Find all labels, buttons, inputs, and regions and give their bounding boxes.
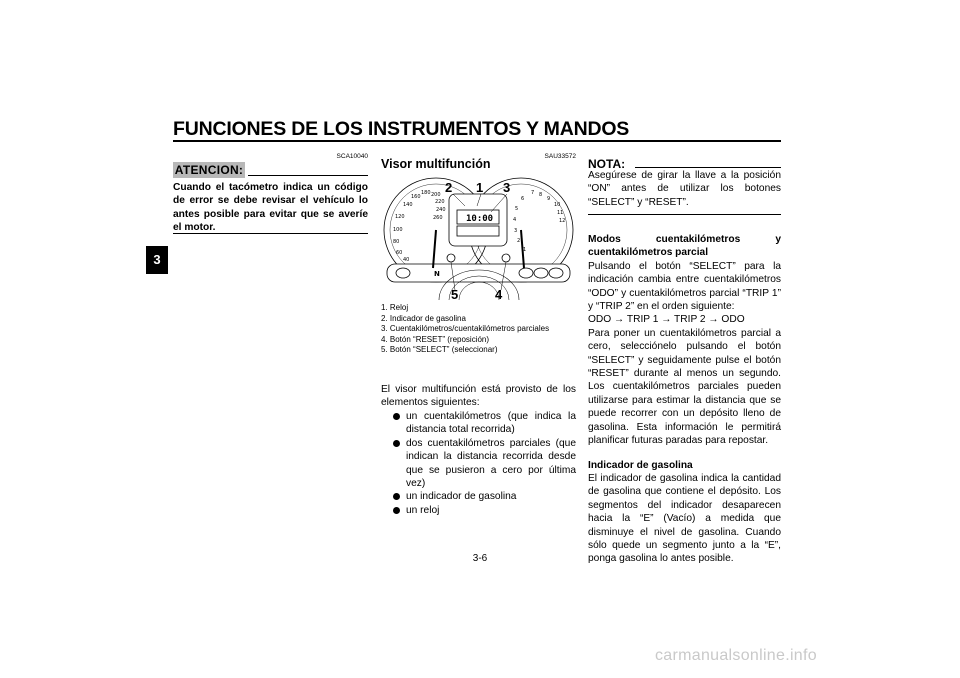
chapter-tab[interactable]: 3 — [146, 246, 168, 274]
svg-text:260: 260 — [433, 215, 443, 221]
svg-text:3: 3 — [514, 228, 518, 234]
list-item-text: un indicador de gasolina — [406, 491, 517, 503]
callout-5: 5 — [451, 287, 459, 300]
svg-text:60: 60 — [396, 250, 403, 256]
callout-1: 1 — [476, 180, 484, 195]
nota-end-rule — [588, 214, 781, 215]
svg-text:11: 11 — [557, 210, 564, 216]
svg-text:240: 240 — [436, 207, 446, 213]
nota-rule — [635, 167, 781, 168]
list-item-text: un reloj — [406, 504, 440, 516]
svg-text:6: 6 — [521, 196, 525, 202]
svg-text:12: 12 — [559, 218, 566, 224]
svg-text:180: 180 — [421, 190, 431, 196]
caption-item: 4. Botón “RESET” (reposición) — [381, 334, 490, 344]
callout-2: 2 — [445, 180, 453, 195]
page-title: FUNCIONES DE LOS INSTRUMENTOS Y MANDOS — [173, 118, 630, 140]
svg-text:200: 200 — [431, 192, 441, 198]
list-item — [381, 437, 576, 491]
watermark: carmanualsonline.info — [655, 647, 817, 664]
svg-text:5: 5 — [515, 206, 519, 212]
nota-text: Asegúrese de girar la llave a la posición “ON” antes de utilizar los botones “SELECT” y “RESET”. — [588, 170, 781, 208]
list-item-text: dos cuentakilómetros parciales (que indican la distancia recorrida desde que se pusieron a cero por última vez) — [406, 437, 576, 490]
svg-text:9: 9 — [547, 196, 551, 202]
svg-text:80: 80 — [393, 239, 400, 245]
caption-item: 2. Indicador de gasolina — [381, 313, 466, 323]
bullet-icon — [393, 493, 400, 500]
svg-text:7: 7 — [531, 190, 535, 196]
neutral-indicator-icon: N — [434, 270, 440, 278]
svg-text:10: 10 — [554, 202, 561, 208]
svg-text:1: 1 — [523, 247, 527, 253]
svg-text:140: 140 — [403, 202, 413, 208]
svg-text:120: 120 — [395, 214, 405, 220]
svg-text:8: 8 — [539, 192, 543, 198]
right-column-body — [588, 233, 781, 566]
instrument-panel-figure — [381, 176, 576, 300]
bullet-icon — [393, 413, 400, 420]
caption-item: 5. Botón “SELECT” (seleccionar) — [381, 345, 498, 354]
nota-label: NOTA: — [588, 157, 626, 171]
bullet-icon — [393, 440, 400, 447]
svg-text:4: 4 — [513, 217, 517, 223]
section-heading: Visor multifunción — [381, 157, 491, 171]
intro-text: El visor multifunción está provisto de los elementos siguientes: — [381, 384, 576, 409]
callout-3: 3 — [503, 180, 511, 195]
reference-code: SAU33572 — [544, 153, 576, 160]
fuel-text: El indicador de gasolina indica la cantidad de gasolina que contiene el depósito. Los segmentos del indicador desaparecen hacia la “E” (Vacío) a medida que disminuye el nivel de gasolina. Cuando sólo quede un segmento junto a la “E”, ponga gasolina lo antes posible. — [588, 472, 781, 565]
reference-code: SCA10040 — [336, 153, 368, 160]
reset-text: Para poner un cuentakilómetros parcial a cero, selecciónelo pulsando el botón “SELECT” y seguidamente pulse el botón “RESET” durante al menos un segundo. Los cuentakilómetros parciales pueden utilizarse para estimar la distancia que se puede recorrer con un depósito lleno de gasolina. Esta información le permitirá planificar futuras paradas para repostar. — [588, 327, 781, 447]
atencion-rule — [248, 175, 368, 176]
atencion-text: Cuando el tacómetro indica un código de error se debe revisar el vehículo lo antes posible para evitar que se averíe el motor. — [173, 182, 368, 234]
modes-heading: Modos cuentakilómetros y cuentakilómetros parcial — [588, 234, 781, 259]
svg-text:160: 160 — [411, 194, 421, 200]
feature-list — [381, 410, 576, 517]
list-item — [381, 410, 576, 437]
svg-text:2: 2 — [517, 238, 521, 244]
caption-item: 1. Reloj — [381, 303, 409, 312]
list-item-text: un cuentakilómetros (que indica la distancia total recorrida) — [406, 411, 576, 436]
page-number: 3-6 — [472, 553, 488, 564]
caption-item: 3. Cuentakilómetros/cuentakilómetros parciales — [381, 324, 550, 333]
atencion-label: ATENCION: — [174, 163, 244, 177]
list-item — [381, 504, 576, 517]
modes-text: Pulsando el botón “SELECT” para la indicación cambia entre cuentakilómetros “ODO” y cuentakilómetros parcial “TRIP 1” y “TRIP 2” en el orden siguiente: — [588, 260, 781, 313]
bullet-icon — [393, 507, 400, 514]
modes-sequence: ODO → TRIP 1 → TRIP 2 → ODO — [588, 314, 745, 326]
svg-text:40: 40 — [403, 257, 410, 263]
title-rule — [173, 140, 781, 142]
figure-captions — [381, 303, 576, 356]
atencion-end-rule — [173, 233, 368, 234]
svg-text:100: 100 — [393, 227, 403, 233]
list-item — [381, 490, 576, 503]
fuel-heading: Indicador de gasolina — [588, 459, 693, 471]
clock-display: 10:00 — [466, 214, 494, 224]
svg-text:220: 220 — [435, 199, 445, 205]
callout-4: 4 — [495, 287, 503, 300]
